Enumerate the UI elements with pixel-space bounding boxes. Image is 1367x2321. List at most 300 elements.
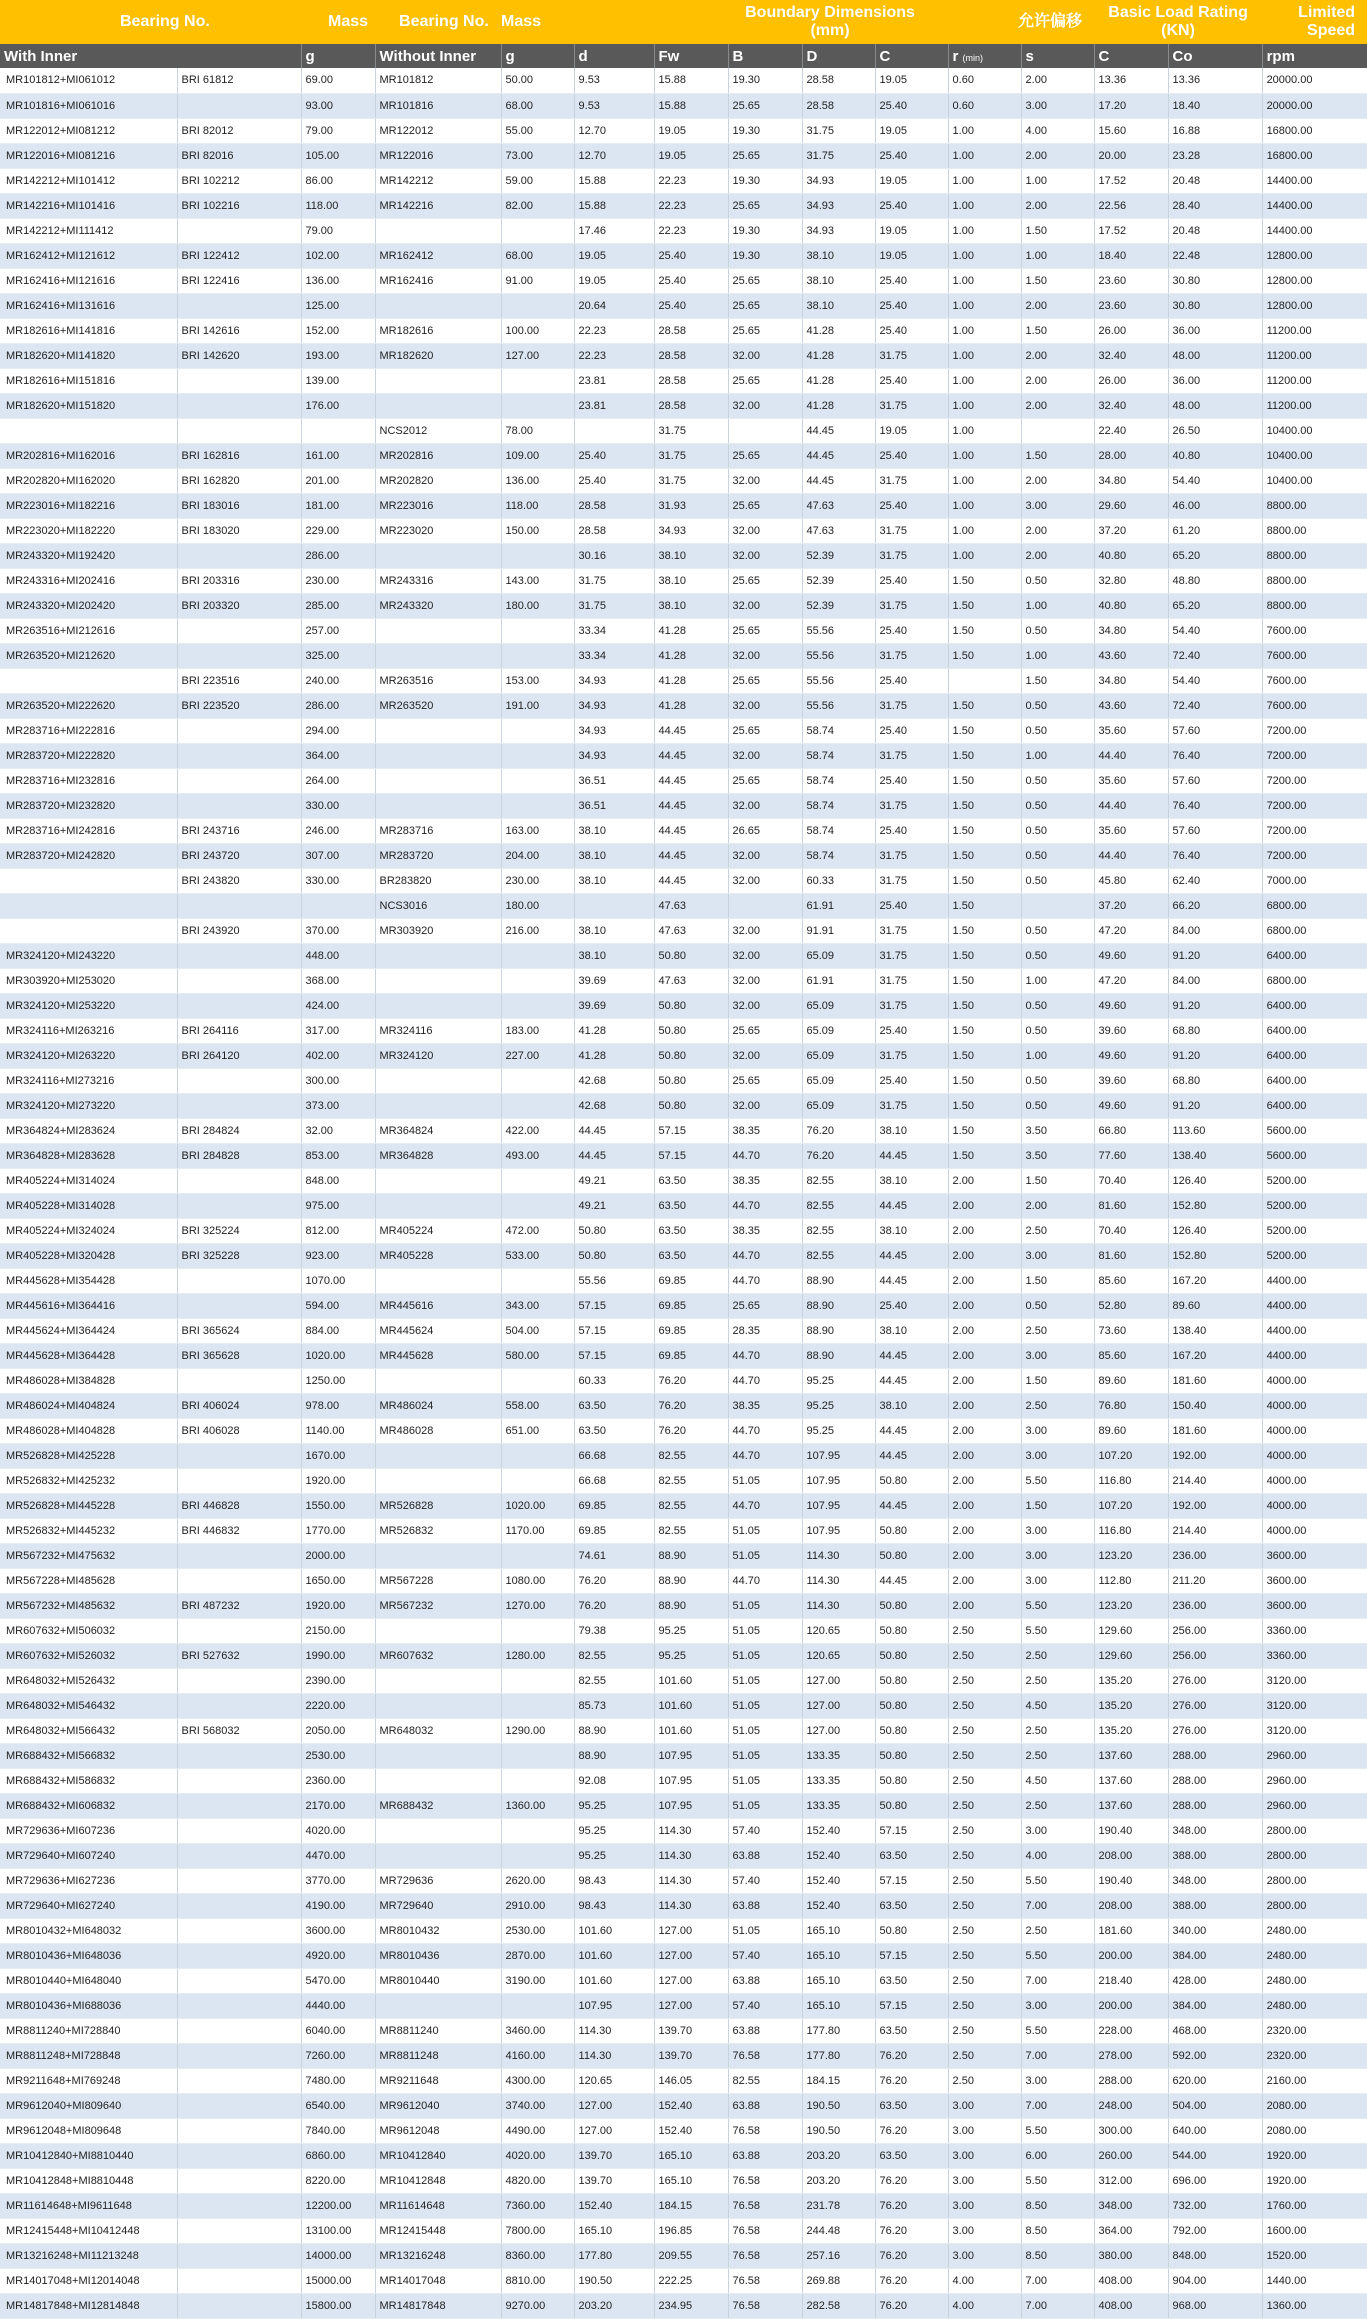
cell-mass-with-inner: 7260.00 (301, 2043, 375, 2068)
cell-load-co: 696.00 (1168, 2168, 1262, 2193)
table-row (0, 118, 1367, 143)
subheader-b: B (728, 44, 802, 68)
cell-bri-no: BRI 365628 (177, 1343, 301, 1368)
cell-mass-with-inner: 370.00 (301, 918, 375, 943)
cell-mass-with-inner: 201.00 (301, 468, 375, 493)
cell-speed-rpm: 6800.00 (1262, 918, 1367, 943)
cell-part-no-with-inner: MR567232+MI475632 (0, 1543, 177, 1568)
cell-b (728, 418, 802, 443)
cell-r-min: 1.00 (948, 418, 1021, 443)
cell-speed-rpm: 12800.00 (1262, 293, 1367, 318)
cell-bri-no: BRI 284828 (177, 1143, 301, 1168)
cell-r-min: 1.50 (948, 793, 1021, 818)
cell-speed-rpm: 6800.00 (1262, 968, 1367, 993)
cell-c: 44.45 (875, 1343, 948, 1368)
cell-d: 60.33 (574, 1368, 654, 1393)
cell-s: 3.00 (1021, 1993, 1094, 2018)
cell-part-no-without-inner: MR122016 (375, 143, 501, 168)
cell-r-min: 1.00 (948, 193, 1021, 218)
cell-fw: 47.63 (654, 968, 728, 993)
cell-part-no-with-inner: MR648032+MI526432 (0, 1668, 177, 1693)
cell-bri-no: BRI 102216 (177, 193, 301, 218)
cell-speed-rpm: 2480.00 (1262, 1918, 1367, 1943)
cell-d: 41.28 (574, 1043, 654, 1068)
cell-bri-no: BRI 61812 (177, 68, 301, 93)
cell-fw: 22.23 (654, 168, 728, 193)
cell-b: 32.00 (728, 343, 802, 368)
cell-mass-without-inner (501, 943, 574, 968)
cell-bri-no: BRI 183016 (177, 493, 301, 518)
cell-mass-without-inner: 4020.00 (501, 2143, 574, 2168)
table-row (0, 2243, 1367, 2268)
cell-mass-with-inner: 285.00 (301, 593, 375, 618)
cell-mass-without-inner: 7360.00 (501, 2193, 574, 2218)
cell-speed-rpm: 5200.00 (1262, 1168, 1367, 1193)
cell-mass-with-inner: 923.00 (301, 1243, 375, 1268)
cell-c: 76.20 (875, 2118, 948, 2143)
cell-d: 63.50 (574, 1418, 654, 1443)
cell-mass-with-inner: 812.00 (301, 1218, 375, 1243)
cell-part-no-with-inner: MR263516+MI212616 (0, 618, 177, 643)
table-row (0, 493, 1367, 518)
cell-bri-no (177, 1743, 301, 1768)
cell-part-no-with-inner: MR729636+MI607236 (0, 1818, 177, 1843)
cell-s: 2.00 (1021, 518, 1094, 543)
cell-outer-d: 133.35 (802, 1768, 875, 1793)
cell-mass-with-inner: 264.00 (301, 768, 375, 793)
cell-s: 2.50 (1021, 1743, 1094, 1768)
table-row (0, 1268, 1367, 1293)
cell-d: 36.51 (574, 793, 654, 818)
cell-bri-no (177, 1618, 301, 1643)
cell-d: 31.75 (574, 593, 654, 618)
cell-part-no-with-inner: MR405228+MI314028 (0, 1193, 177, 1218)
cell-mass-without-inner: 3190.00 (501, 1968, 574, 1993)
cell-bri-no: BRI 243716 (177, 818, 301, 843)
table-row (0, 1818, 1367, 1843)
cell-r-min: 1.50 (948, 993, 1021, 1018)
cell-load-co: 89.60 (1168, 1293, 1262, 1318)
cell-s: 4.50 (1021, 1768, 1094, 1793)
cell-load-c: 22.56 (1094, 193, 1168, 218)
cell-part-no-with-inner: MR8010436+MI688036 (0, 1993, 177, 2018)
table-row (0, 1593, 1367, 1618)
cell-d: 127.00 (574, 2118, 654, 2143)
cell-load-c: 380.00 (1094, 2243, 1168, 2268)
cell-outer-d: 190.50 (802, 2093, 875, 2118)
cell-outer-d: 127.00 (802, 1693, 875, 1718)
cell-r-min: 2.00 (948, 1293, 1021, 1318)
table-row (0, 293, 1367, 318)
cell-c: 50.80 (875, 1543, 948, 1568)
table-row (0, 643, 1367, 668)
subheader-r-min: (min) (962, 52, 984, 63)
cell-s: 0.50 (1021, 1068, 1094, 1093)
table-row (0, 818, 1367, 843)
cell-c: 25.40 (875, 668, 948, 693)
cell-r-min: 2.00 (948, 1443, 1021, 1468)
cell-c: 50.80 (875, 1643, 948, 1668)
cell-d: 190.50 (574, 2268, 654, 2293)
cell-part-no-without-inner (375, 1093, 501, 1118)
cell-load-co: 72.40 (1168, 693, 1262, 718)
cell-b: 32.00 (728, 543, 802, 568)
cell-s: 1.50 (1021, 318, 1094, 343)
cell-mass-without-inner (501, 1093, 574, 1118)
cell-part-no-with-inner: MR122012+MI081212 (0, 118, 177, 143)
cell-load-co: 65.20 (1168, 593, 1262, 618)
cell-r-min: 2.50 (948, 1968, 1021, 1993)
cell-part-no-without-inner: MR263520 (375, 693, 501, 718)
cell-b (728, 893, 802, 918)
cell-r-min: 0.60 (948, 68, 1021, 93)
cell-part-no-with-inner: MR142216+MI101416 (0, 193, 177, 218)
cell-part-no-without-inner: MR223016 (375, 493, 501, 518)
cell-b: 25.65 (728, 443, 802, 468)
cell-speed-rpm: 1760.00 (1262, 2193, 1367, 2218)
cell-d: 57.15 (574, 1293, 654, 1318)
cell-d: 95.25 (574, 1818, 654, 1843)
cell-c: 76.20 (875, 2243, 948, 2268)
cell-mass-without-inner: 422.00 (501, 1118, 574, 1143)
cell-fw: 63.50 (654, 1218, 728, 1243)
cell-part-no-with-inner: MR648032+MI546432 (0, 1693, 177, 1718)
cell-mass-with-inner: 3600.00 (301, 1918, 375, 1943)
cell-b: 25.65 (728, 368, 802, 393)
cell-outer-d: 61.91 (802, 893, 875, 918)
cell-mass-without-inner: 91.00 (501, 268, 574, 293)
cell-fw: 69.85 (654, 1343, 728, 1368)
cell-load-co: 54.40 (1168, 618, 1262, 643)
cell-mass-with-inner: 118.00 (301, 193, 375, 218)
cell-mass-without-inner: 136.00 (501, 468, 574, 493)
cell-fw: 19.05 (654, 118, 728, 143)
cell-d: 101.60 (574, 1918, 654, 1943)
cell-d: 95.25 (574, 1793, 654, 1818)
table-row (0, 343, 1367, 368)
cell-s: 1.50 (1021, 1168, 1094, 1193)
cell-mass-without-inner (501, 1993, 574, 2018)
cell-fw: 28.58 (654, 343, 728, 368)
cell-mass-without-inner (501, 1693, 574, 1718)
cell-mass-with-inner: 594.00 (301, 1293, 375, 1318)
cell-r-min: 2.00 (948, 1568, 1021, 1593)
cell-part-no-without-inner: MR243316 (375, 568, 501, 593)
table-row (0, 1193, 1367, 1218)
table-row (0, 468, 1367, 493)
cell-fw: 38.10 (654, 543, 728, 568)
cell-d: 12.70 (574, 118, 654, 143)
cell-speed-rpm: 6400.00 (1262, 1043, 1367, 1068)
cell-part-no-without-inner: MR8010440 (375, 1968, 501, 1993)
cell-mass-without-inner: 8360.00 (501, 2243, 574, 2268)
cell-s: 1.50 (1021, 1368, 1094, 1393)
cell-b: 51.05 (728, 1543, 802, 1568)
cell-bri-no: BRI 568032 (177, 1718, 301, 1743)
cell-load-co: 214.40 (1168, 1468, 1262, 1493)
cell-mass-without-inner: 493.00 (501, 1143, 574, 1168)
cell-b: 76.58 (728, 2118, 802, 2143)
cell-mass-without-inner: 183.00 (501, 1018, 574, 1043)
subheader-fw: Fw (654, 44, 728, 68)
cell-bri-no (177, 993, 301, 1018)
cell-s: 2.00 (1021, 293, 1094, 318)
cell-bri-no (177, 1968, 301, 1993)
cell-fw: 82.55 (654, 1468, 728, 1493)
cell-outer-d: 282.58 (802, 2293, 875, 2318)
cell-bri-no (177, 1368, 301, 1393)
cell-s: 2.00 (1021, 543, 1094, 568)
cell-part-no-without-inner: MR122012 (375, 118, 501, 143)
cell-load-co: 72.40 (1168, 643, 1262, 668)
cell-load-c: 288.00 (1094, 2068, 1168, 2093)
cell-s: 0.50 (1021, 693, 1094, 718)
cell-bri-no (177, 2193, 301, 2218)
cell-r-min: 1.50 (948, 868, 1021, 893)
cell-mass-with-inner: 2530.00 (301, 1743, 375, 1768)
table-row (0, 193, 1367, 218)
cell-r-min: 0.60 (948, 93, 1021, 118)
table-row (0, 693, 1367, 718)
cell-bri-no: BRI 406028 (177, 1418, 301, 1443)
table-row (0, 1668, 1367, 1693)
cell-b: 25.65 (728, 318, 802, 343)
cell-mass-without-inner: 150.00 (501, 518, 574, 543)
cell-s: 2.50 (1021, 1793, 1094, 1818)
cell-bri-no (177, 1793, 301, 1818)
cell-part-no-with-inner: MR8010436+MI648036 (0, 1943, 177, 1968)
cell-mass-without-inner: 343.00 (501, 1293, 574, 1318)
table-row (0, 1518, 1367, 1543)
cell-mass-with-inner: 300.00 (301, 1068, 375, 1093)
cell-fw: 196.85 (654, 2218, 728, 2243)
cell-load-c: 89.60 (1094, 1368, 1168, 1393)
cell-c: 25.40 (875, 293, 948, 318)
cell-mass-with-inner: 6540.00 (301, 2093, 375, 2118)
cell-outer-d: 65.09 (802, 1043, 875, 1068)
cell-mass-with-inner: 14000.00 (301, 2243, 375, 2268)
cell-c: 44.45 (875, 1493, 948, 1518)
cell-speed-rpm: 7600.00 (1262, 643, 1367, 668)
cell-c: 50.80 (875, 1468, 948, 1493)
cell-mass-without-inner: 82.00 (501, 193, 574, 218)
cell-mass-with-inner: 848.00 (301, 1168, 375, 1193)
cell-b: 32.00 (728, 993, 802, 1018)
cell-load-co: 68.80 (1168, 1068, 1262, 1093)
cell-part-no-with-inner: MR445628+MI354428 (0, 1268, 177, 1293)
cell-outer-d: 152.40 (802, 1818, 875, 1843)
cell-fw: 50.80 (654, 1068, 728, 1093)
cell-fw: 88.90 (654, 1568, 728, 1593)
cell-mass-without-inner (501, 743, 574, 768)
cell-mass-with-inner: 1770.00 (301, 1518, 375, 1543)
cell-s: 3.00 (1021, 93, 1094, 118)
cell-mass-without-inner: 68.00 (501, 93, 574, 118)
cell-r-min: 2.00 (948, 1493, 1021, 1518)
cell-b: 19.30 (728, 243, 802, 268)
cell-s: 7.00 (1021, 1893, 1094, 1918)
cell-load-co: 54.40 (1168, 468, 1262, 493)
cell-part-no-with-inner (0, 893, 177, 918)
cell-r-min: 2.50 (948, 1718, 1021, 1743)
header-bearing-no-without-inner: Bearing No. (375, 0, 501, 44)
table-row (0, 1368, 1367, 1393)
cell-d: 36.51 (574, 768, 654, 793)
cell-load-co: 48.00 (1168, 393, 1262, 418)
cell-part-no-without-inner: MR101816 (375, 93, 501, 118)
table-row (0, 1918, 1367, 1943)
cell-bri-no: BRI 162816 (177, 443, 301, 468)
cell-mass-without-inner: 1020.00 (501, 1493, 574, 1518)
cell-part-no-with-inner: MR8010440+MI648040 (0, 1968, 177, 1993)
cell-mass-without-inner: 2620.00 (501, 1868, 574, 1893)
cell-speed-rpm: 6400.00 (1262, 943, 1367, 968)
cell-outer-d: 60.33 (802, 868, 875, 893)
cell-load-c: 208.00 (1094, 1843, 1168, 1868)
cell-load-c: 52.80 (1094, 1293, 1168, 1318)
cell-bri-no: BRI 325224 (177, 1218, 301, 1243)
cell-b: 32.00 (728, 1093, 802, 1118)
cell-part-no-with-inner: MR729636+MI627236 (0, 1868, 177, 1893)
cell-c: 44.45 (875, 1368, 948, 1393)
cell-outer-d: 41.28 (802, 343, 875, 368)
cell-load-c: 40.80 (1094, 543, 1168, 568)
cell-fw: 88.90 (654, 1543, 728, 1568)
cell-outer-d: 127.00 (802, 1718, 875, 1743)
cell-r-min: 1.50 (948, 743, 1021, 768)
cell-bri-no: BRI 243920 (177, 918, 301, 943)
cell-part-no-without-inner: MR567228 (375, 1568, 501, 1593)
cell-mass-without-inner: 1080.00 (501, 1568, 574, 1593)
cell-load-c: 45.80 (1094, 868, 1168, 893)
table-row (0, 1743, 1367, 1768)
cell-fw: 19.05 (654, 143, 728, 168)
cell-s: 0.50 (1021, 843, 1094, 868)
cell-s: 1.00 (1021, 643, 1094, 668)
cell-c: 50.80 (875, 1718, 948, 1743)
cell-part-no-without-inner: MR8010432 (375, 1918, 501, 1943)
cell-part-no-without-inner (375, 1818, 501, 1843)
cell-mass-with-inner: 15800.00 (301, 2293, 375, 2318)
cell-part-no-without-inner: MR688432 (375, 1793, 501, 1818)
cell-speed-rpm: 5200.00 (1262, 1193, 1367, 1218)
cell-load-c: 49.60 (1094, 943, 1168, 968)
cell-part-no-without-inner: MR8811248 (375, 2043, 501, 2068)
cell-mass-without-inner: 50.00 (501, 68, 574, 93)
cell-fw: 69.85 (654, 1318, 728, 1343)
cell-bri-no: BRI 446832 (177, 1518, 301, 1543)
table-row (0, 2218, 1367, 2243)
table-row (0, 1343, 1367, 1368)
table-row (0, 868, 1367, 893)
cell-c: 44.45 (875, 1243, 948, 1268)
cell-mass-with-inner: 139.00 (301, 368, 375, 393)
cell-mass-without-inner (501, 1543, 574, 1568)
cell-outer-d: 203.20 (802, 2143, 875, 2168)
cell-part-no-with-inner: MR607632+MI506032 (0, 1618, 177, 1643)
cell-mass-with-inner: 2050.00 (301, 1718, 375, 1743)
cell-load-co: 732.00 (1168, 2193, 1262, 2218)
cell-d: 34.93 (574, 718, 654, 743)
cell-r-min: 1.50 (948, 968, 1021, 993)
cell-load-co: 152.80 (1168, 1243, 1262, 1268)
cell-outer-d: 95.25 (802, 1393, 875, 1418)
cell-part-no-with-inner: MR9612040+MI809640 (0, 2093, 177, 2118)
cell-load-c: 112.80 (1094, 1568, 1168, 1593)
cell-c: 76.20 (875, 2218, 948, 2243)
cell-mass-without-inner: 2870.00 (501, 1943, 574, 1968)
cell-mass-with-inner: 4020.00 (301, 1818, 375, 1843)
cell-mass-with-inner: 136.00 (301, 268, 375, 293)
cell-mass-without-inner: 73.00 (501, 143, 574, 168)
subheader-r-label: r (952, 47, 959, 65)
cell-part-no-without-inner (375, 1543, 501, 1568)
table-row (0, 543, 1367, 568)
cell-part-no-without-inner: MR142212 (375, 168, 501, 193)
cell-part-no-with-inner: MR182616+MI141816 (0, 318, 177, 343)
cell-c: 31.75 (875, 343, 948, 368)
cell-r-min: 2.50 (948, 1893, 1021, 1918)
cell-mass-without-inner: 180.00 (501, 893, 574, 918)
cell-mass-with-inner: 152.00 (301, 318, 375, 343)
cell-bri-no (177, 743, 301, 768)
cell-mass-with-inner: 884.00 (301, 1318, 375, 1343)
cell-speed-rpm: 3360.00 (1262, 1643, 1367, 1668)
cell-speed-rpm: 3600.00 (1262, 1593, 1367, 1618)
cell-load-c: 107.20 (1094, 1493, 1168, 1518)
cell-speed-rpm: 7200.00 (1262, 843, 1367, 868)
cell-r-min: 2.50 (948, 1843, 1021, 1868)
cell-mass-without-inner: 204.00 (501, 843, 574, 868)
cell-d: 63.50 (574, 1393, 654, 1418)
cell-part-no-without-inner: MR405228 (375, 1243, 501, 1268)
cell-load-c: 85.60 (1094, 1343, 1168, 1368)
cell-part-no-without-inner (375, 1193, 501, 1218)
table-row (0, 1568, 1367, 1593)
subheader-g2: g (501, 44, 574, 68)
cell-b: 38.35 (728, 1118, 802, 1143)
cell-s: 1.00 (1021, 168, 1094, 193)
cell-r-min: 2.00 (948, 1318, 1021, 1343)
cell-d: 69.85 (574, 1518, 654, 1543)
cell-d: 55.56 (574, 1268, 654, 1293)
cell-c: 25.40 (875, 893, 948, 918)
cell-d: 9.53 (574, 93, 654, 118)
cell-c: 50.80 (875, 1668, 948, 1693)
cell-outer-d: 107.95 (802, 1518, 875, 1543)
cell-bri-no (177, 1443, 301, 1468)
cell-load-c: 190.40 (1094, 1868, 1168, 1893)
cell-mass-with-inner: 978.00 (301, 1393, 375, 1418)
cell-fw: 127.00 (654, 1993, 728, 2018)
cell-d: 39.69 (574, 968, 654, 993)
cell-mass-with-inner: 402.00 (301, 1043, 375, 1068)
cell-load-co: 65.20 (1168, 543, 1262, 568)
cell-d: 57.15 (574, 1318, 654, 1343)
table-row (0, 1843, 1367, 1868)
cell-bri-no: BRI 183020 (177, 518, 301, 543)
cell-load-c: 123.20 (1094, 1593, 1168, 1618)
cell-mass-with-inner: 102.00 (301, 243, 375, 268)
cell-speed-rpm: 2320.00 (1262, 2018, 1367, 2043)
cell-s: 1.50 (1021, 268, 1094, 293)
cell-fw: 152.40 (654, 2093, 728, 2118)
cell-s: 3.50 (1021, 1143, 1094, 1168)
cell-load-c: 116.80 (1094, 1468, 1168, 1493)
cell-part-no-without-inner: MR729640 (375, 1893, 501, 1918)
cell-r-min: 2.00 (948, 1218, 1021, 1243)
cell-speed-rpm: 12800.00 (1262, 243, 1367, 268)
